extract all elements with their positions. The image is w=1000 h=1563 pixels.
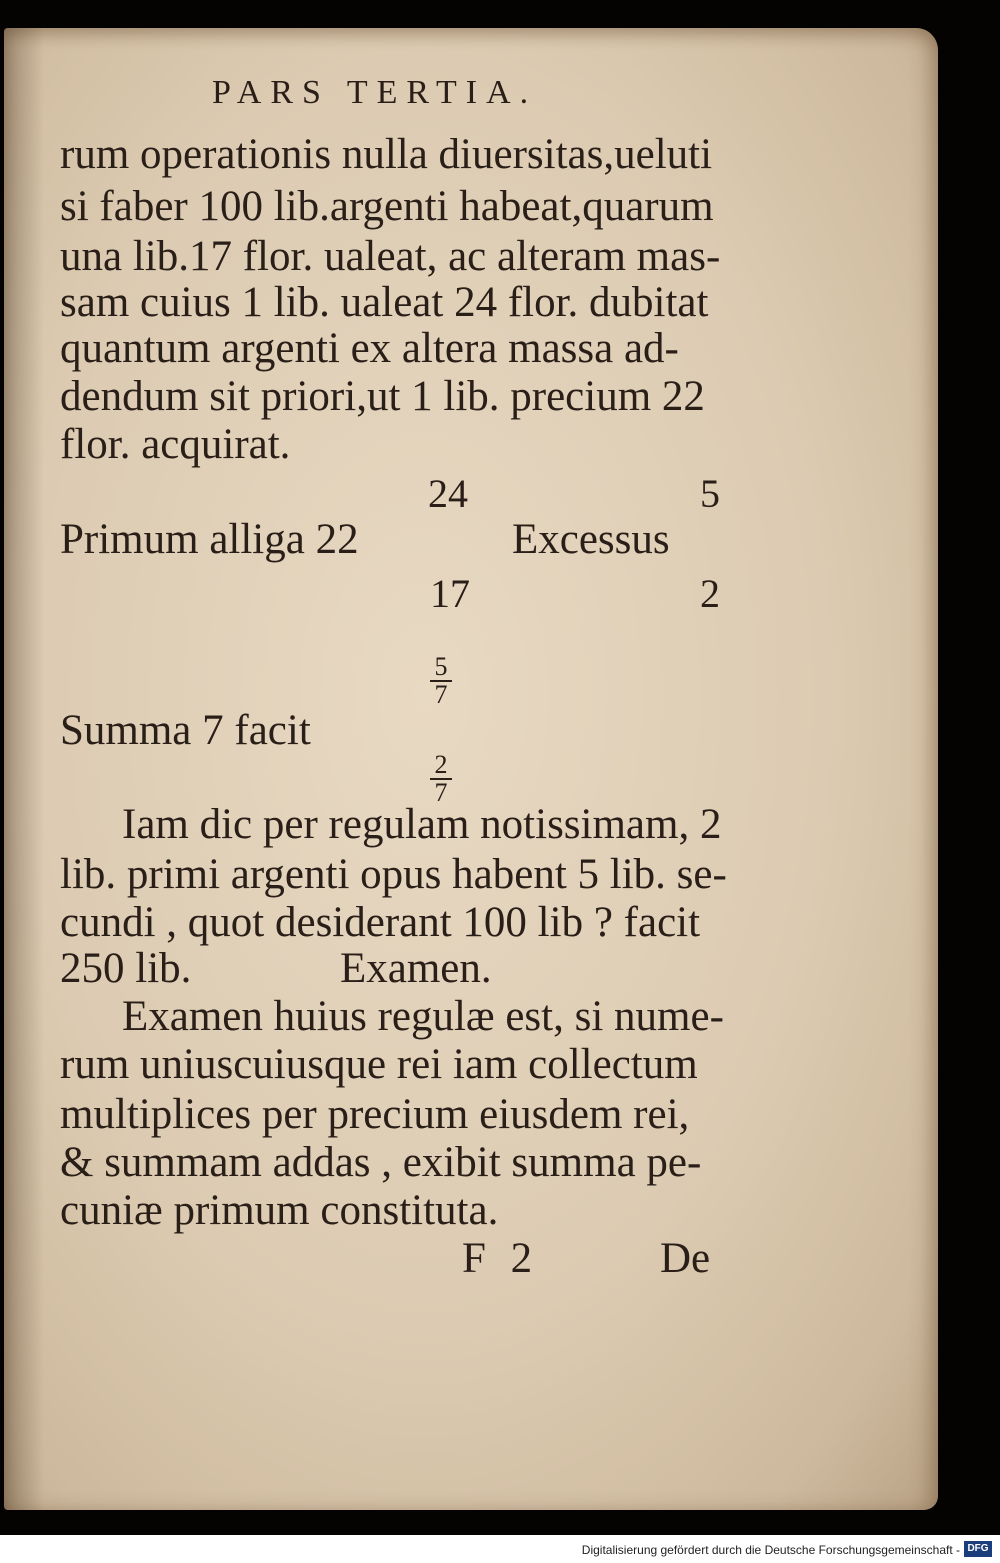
text-line: multiplices per precium eiusdem rei, xyxy=(60,1091,690,1138)
spine-shadow xyxy=(4,28,44,1510)
examen-heading: Examen. xyxy=(340,945,492,992)
dfg-logo: DFG xyxy=(964,1541,992,1557)
scheme-primum-label: Primum alliga 22 xyxy=(60,516,359,563)
fraction-denominator: 7 xyxy=(434,778,448,807)
fraction-five-sevenths xyxy=(426,652,456,709)
scheme-summa-label: Summa 7 facit xyxy=(60,707,311,754)
scheme-top-excess: 5 xyxy=(700,471,720,516)
text-line: una lib.17 flor. ualeat, ac alteram mas- xyxy=(60,233,721,280)
fraction-numerator: 5 xyxy=(434,652,448,681)
text-line: Iam dic per regulam notissimam, 2 xyxy=(122,801,722,848)
signature-mark: F 2 xyxy=(462,1235,533,1282)
text-line: cuniæ primum constituta. xyxy=(60,1187,499,1234)
text-line: rum operationis nulla diuersitas,ueluti xyxy=(60,131,713,178)
scheme-bottom-excess: 2 xyxy=(700,571,720,616)
text-line: cundi , quot desiderant 100 lib ? facit xyxy=(60,899,701,946)
text-line: 250 lib. xyxy=(60,945,192,992)
text-line: si faber 100 lib.argenti habeat,quarum xyxy=(60,183,714,230)
text-line: rum uniuscuiusque rei iam collectum xyxy=(60,1041,698,1088)
catchword: De xyxy=(660,1235,711,1282)
scheme-excessus-label: Excessus xyxy=(512,516,670,563)
fraction-numerator: 2 xyxy=(434,750,448,779)
text-line: & summam addas , exibit summa pe- xyxy=(60,1139,702,1186)
scheme-top-number: 24 xyxy=(428,471,468,516)
scheme-bottom-number: 17 xyxy=(430,571,470,616)
fraction-two-sevenths xyxy=(426,750,456,807)
text-line: sam cuius 1 lib. ualeat 24 flor. dubitat xyxy=(60,279,709,326)
fraction-denominator: 7 xyxy=(434,680,448,709)
text-line: flor. acquirat. xyxy=(60,421,291,468)
text-line: lib. primi argenti opus habent 5 lib. se- xyxy=(60,851,727,898)
text-line: Examen huius regulæ est, si nume- xyxy=(122,993,724,1040)
running-head: PARS TERTIA. xyxy=(212,74,538,111)
text-line: dendum sit priori,ut 1 lib. precium 22 xyxy=(60,373,705,420)
footer-credit: Digitalisierung gefördert durch die Deutsche Forschungsgemeinschaft - xyxy=(581,1543,960,1557)
text-line: quantum argenti ex altera massa ad- xyxy=(60,325,679,372)
